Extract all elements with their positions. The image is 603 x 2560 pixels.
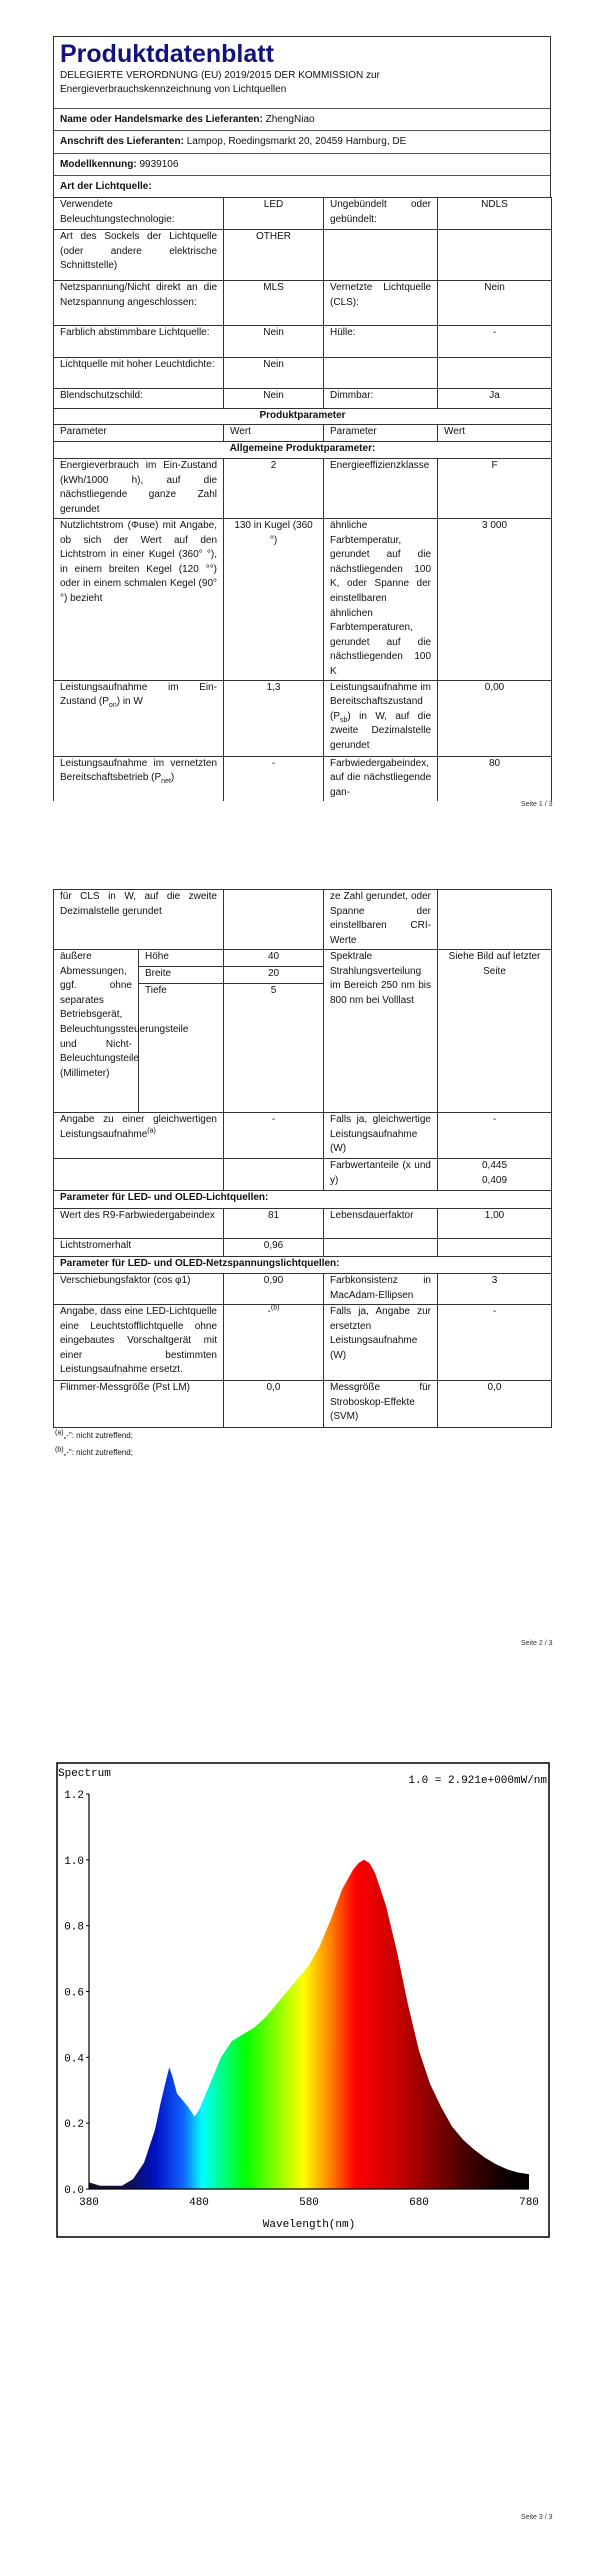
- section-row: [54, 1257, 552, 1274]
- y-tick-label: 0.8: [64, 1921, 84, 1934]
- parameter-label-cell: Parameter: [324, 425, 438, 442]
- dimension-value-cell: 5: [224, 984, 324, 1113]
- parameter-label-cell: Angabe, dass eine LED-Lichtquelle eine Leuchtstofflichtquelle ohne eingebautes Vorschaltgerät mit einer bestimmten Leistungsaufnahme ersetzt.: [54, 1305, 224, 1381]
- value-cell: Nein: [224, 358, 324, 389]
- y-tick-label: 0.4: [64, 2053, 84, 2066]
- value-cell: 1,3: [224, 680, 324, 756]
- value-cell: Siehe Bild auf letzter Seite: [438, 950, 552, 1113]
- cell-text: Leistungsaufnahme im vernetzten Bereitschaftsbetrieb (P: [60, 757, 218, 784]
- type-row: [54, 176, 550, 198]
- value-cell: -: [224, 1113, 324, 1159]
- table-row: [54, 680, 552, 756]
- footnote-a: [55, 1431, 133, 1440]
- cell-text: ): [170, 772, 175, 784]
- value-cell: Wert: [438, 425, 552, 442]
- address-label: Anschrift des Lieferanten:: [60, 136, 184, 147]
- cell-text: -: [267, 1306, 271, 1317]
- datasheet-header: [53, 36, 551, 198]
- value-cell: [438, 358, 552, 389]
- value-cell: -: [438, 1305, 552, 1381]
- parameter-label-cell: Farbwertanteile (x und y): [324, 1159, 438, 1191]
- value-cell: [224, 890, 324, 950]
- table-row: [54, 1305, 552, 1381]
- value-cell: [438, 230, 552, 281]
- parameter-label-cell: ze Zahl gerundet, oder Spanne der einstellbaren CRI-Werte: [324, 890, 438, 950]
- parameter-label-cell: Lebensdauerfaktor: [324, 1209, 438, 1239]
- value-cell: -: [438, 1113, 552, 1159]
- table-row: [54, 1209, 552, 1239]
- parameter-label-cell: Lichtstromerhalt: [54, 1239, 224, 1257]
- parameter-label-cell: [54, 680, 224, 756]
- table-row: [54, 1274, 552, 1305]
- y-tick-label: 0.0: [64, 2185, 84, 2197]
- supplier-label: Name oder Handelsmarke des Lieferanten:: [60, 114, 263, 125]
- dimensions-label-cell: äußere Abmessungen, ggf. ohne separates Betriebsgerät, Beleuchtungssteuerungsteile und Nicht-Beleuchtungsteile (Millimeter): [54, 950, 139, 1113]
- supplier-value: ZhengNiao: [265, 114, 315, 125]
- parameter-label-cell: [324, 680, 438, 756]
- value-cell: OTHER: [224, 230, 324, 281]
- parameter-label-cell: [324, 1239, 438, 1257]
- page-number: Seite 2 / 3: [521, 1640, 553, 1647]
- section-heading: Produktparameter: [54, 409, 552, 425]
- spectrum-chart: [0, 1755, 603, 2255]
- value-cell: [224, 1159, 324, 1191]
- table-row: [54, 198, 552, 230]
- parameter-label-cell: Farbwiedergabeindex, auf die nächstliegende gan-: [324, 756, 438, 801]
- parameter-label-cell: Messgröße für Stroboskop-Effekte (SVM): [324, 1381, 438, 1428]
- section-row: [54, 442, 552, 459]
- cell-text: ) in W: [116, 696, 143, 708]
- parameter-label-cell: Vernetzte Lichtquelle (CLS):: [324, 281, 438, 326]
- parameter-label-cell: Art des Sockels der Lichtquelle (oder andere elektrische Schnittstelle): [54, 230, 224, 281]
- table-header-row: [54, 425, 552, 442]
- parameter-label-cell: [54, 756, 224, 801]
- value-cell: F: [438, 459, 552, 519]
- address-row: [54, 131, 550, 154]
- x-tick-label: 380: [79, 2197, 99, 2209]
- value-cell: Nein: [438, 281, 552, 326]
- parameter-label-cell: Hülle:: [324, 326, 438, 358]
- y-tick-label: 0.2: [64, 2119, 84, 2132]
- value-cell: 0,00: [438, 680, 552, 756]
- table-row: [54, 358, 552, 389]
- parameter-label-cell: Verwendete Beleuchtungstechnologie:: [54, 198, 224, 230]
- footnote-text: „-": nicht zutreffend;: [63, 1431, 133, 1440]
- table-row: [54, 1239, 552, 1257]
- parameter-label-cell: [54, 1113, 224, 1159]
- value-cell: MLS: [224, 281, 324, 326]
- value-cell: 0,0: [438, 1381, 552, 1428]
- table-row: [54, 326, 552, 358]
- value-cell: 0,0: [224, 1381, 324, 1428]
- value-cell: Nein: [224, 389, 324, 409]
- page1-table: [53, 197, 552, 801]
- chart-annotation: 1.0 = 2.921e+000mW/nm: [408, 1775, 547, 1787]
- value-cell: -: [438, 326, 552, 358]
- footnote-ref: (a): [147, 1127, 156, 1135]
- x-tick-label: 580: [299, 2197, 319, 2209]
- parameter-label-cell: Lichtquelle mit hoher Leuchtdichte:: [54, 358, 224, 389]
- chart-title: Spectrum: [58, 1768, 111, 1780]
- value-cell: Wert: [224, 425, 324, 442]
- x-axis-label: Wavelength(nm): [262, 2219, 356, 2231]
- parameter-label-cell: Falls ja, Angabe zur ersetzten Leistungsaufnahme (W): [324, 1305, 438, 1381]
- y-tick-label: 0.6: [64, 1987, 84, 2000]
- footnote-mark: (a): [55, 1429, 64, 1437]
- parameter-label-cell: Falls ja, gleichwertige Leistungsaufnahme (W): [324, 1113, 438, 1159]
- value-cell: 3: [438, 1274, 552, 1305]
- type-label: Art der Lichtquelle:: [60, 181, 152, 192]
- parameter-label-cell: Blendschutzschild:: [54, 389, 224, 409]
- cell-text: Leistungsaufnahme im Bereitschaftszustand (P: [330, 681, 432, 722]
- table-row: [54, 519, 552, 681]
- title-section: [54, 37, 550, 109]
- y-tick-label: 1.2: [64, 1790, 84, 1802]
- value-cell: NDLS: [438, 198, 552, 230]
- parameter-label-cell: Energieverbrauch im Ein-Zustand (kWh/1000 h), auf die nächstliegende ganze Zahl gerundet: [54, 459, 224, 519]
- page2-table: [53, 889, 552, 1428]
- value-cell: 81: [224, 1209, 324, 1239]
- section-heading: Parameter für LED- und OLED-Lichtquellen:: [54, 1191, 552, 1209]
- dimension-value-cell: 40: [224, 950, 324, 967]
- value-cell: [224, 1305, 324, 1381]
- table-row: [54, 1159, 552, 1191]
- page-title: Produktdatenblatt: [60, 40, 274, 68]
- section-row: [54, 409, 552, 425]
- value-cell: Ja: [438, 389, 552, 409]
- dimension-name-cell: Breite: [139, 967, 224, 984]
- table-row: [54, 1113, 552, 1159]
- parameter-label-cell: Farbkonsistenz in MacAdam-Ellipsen: [324, 1274, 438, 1305]
- footnote-mark: (b): [55, 1446, 64, 1454]
- value-cell: Nein: [224, 326, 324, 358]
- value-cell: 80: [438, 756, 552, 801]
- parameter-label-cell: Netzspannung/Nicht direkt an die Netzspannung angeschlossen:: [54, 281, 224, 326]
- parameter-label-cell: Dimmbar:: [324, 389, 438, 409]
- x-tick-label: 480: [189, 2197, 209, 2209]
- supplier-row: [54, 109, 550, 131]
- table-row: [54, 890, 552, 950]
- parameter-label-cell: [324, 230, 438, 281]
- x-tick-label: 680: [409, 2197, 429, 2209]
- parameter-label-cell: Verschiebungsfaktor (cos φ1): [54, 1274, 224, 1305]
- footnote-ref: (b): [270, 1304, 280, 1312]
- model-value: 9939106: [139, 159, 179, 170]
- section-row: [54, 1191, 552, 1209]
- dimension-name-cell: Tiefe: [139, 984, 224, 1113]
- value-cell: LED: [224, 198, 324, 230]
- cell-text: Leistungsaufnahme im Ein-Zustand (P: [60, 681, 218, 708]
- parameter-label-cell: [324, 358, 438, 389]
- model-row: [54, 154, 550, 176]
- section-heading: Parameter für LED- und OLED-Netzspannungslichtquellen:: [54, 1257, 552, 1274]
- parameter-label-cell: Energieeffizienzklasse: [324, 459, 438, 519]
- dimension-value-cell: 20: [224, 967, 324, 984]
- cell-text: ) in W, auf die zweite Dezimalstelle gerundet: [330, 710, 432, 751]
- value-cell: 130 in Kugel (360 °): [224, 519, 324, 681]
- page-number: Seite 1 / 3: [521, 801, 553, 808]
- model-label: Modellkennung:: [60, 159, 137, 170]
- subscript: sb: [340, 716, 348, 724]
- parameter-label-cell: Wert des R9-Farbwiedergabeindex: [54, 1209, 224, 1239]
- footnote-b: [55, 1448, 133, 1457]
- table-row: [54, 1381, 552, 1428]
- parameter-label-cell: Flimmer-Messgröße (Pst LM): [54, 1381, 224, 1428]
- page-number: Seite 3 / 3: [521, 2514, 553, 2521]
- subscript: on: [108, 702, 117, 710]
- subscript: net: [161, 778, 171, 786]
- value-cell: 0,96: [224, 1239, 324, 1257]
- parameter-label-cell: für CLS in W, auf die zweite Dezimalstelle gerundet: [54, 890, 224, 950]
- value-cell: -: [224, 756, 324, 801]
- value-cell: 3 000: [438, 519, 552, 681]
- parameter-label-cell: [54, 1159, 224, 1191]
- cell-text: Angabe zu einer gleichwertigen Leistungsaufnahme: [60, 1114, 217, 1140]
- parameter-label-cell: ähnliche Farbtemperatur, gerundet auf die nächstliegenden 100 K, oder Spanne der einstellbaren ähnlichen Farbtemperaturen, gerundet auf die nächstliegenden 100 K: [324, 519, 438, 681]
- value-cell: 1,00: [438, 1209, 552, 1239]
- value-cell: 0,445 0,409: [438, 1159, 552, 1191]
- table-row: [54, 281, 552, 326]
- footnote-text: „-": nicht zutreffend;: [63, 1448, 133, 1457]
- parameter-label-cell: Farblich abstimmbare Lichtquelle:: [54, 326, 224, 358]
- x-tick-label: 780: [519, 2197, 539, 2209]
- value-cell: [438, 890, 552, 950]
- dimension-name-cell: Höhe: [139, 950, 224, 967]
- parameter-label-cell: Spektrale Strahlungsverteilung im Bereich 250 nm bis 800 nm bei Volllast: [324, 950, 438, 1113]
- value-cell: [438, 1239, 552, 1257]
- y-tick-label: 1.0: [64, 1855, 84, 1868]
- table-row: [54, 756, 552, 801]
- value-cell: 0,90: [224, 1274, 324, 1305]
- table-row: [54, 230, 552, 281]
- section-heading: Allgemeine Produktparameter:: [54, 442, 552, 459]
- parameter-label-cell: Ungebündelt oder gebündelt:: [324, 198, 438, 230]
- parameter-label-cell: Parameter: [54, 425, 224, 442]
- value-cell: 2: [224, 459, 324, 519]
- regulation-text: DELEGIERTE VERORDNUNG (EU) 2019/2015 DER KOMMISSION zur Energieverbrauchskennzeichnung von Lichtquellen: [60, 70, 380, 95]
- parameter-label-cell: Nutzlichtstrom (Φuse) mit Angabe, ob sich der Wert auf den Lichtstrom in einer Kugel (360° °), in einem breiten Kegel (120 °°) oder in einem schmalen Kegel (90° °) bezieht: [54, 519, 224, 681]
- address-value: Lampop, Roedingsmarkt 20, 20459 Hamburg, DE: [186, 136, 407, 147]
- table-row: [54, 389, 552, 409]
- table-row: [54, 459, 552, 519]
- dimension-row: [54, 950, 552, 967]
